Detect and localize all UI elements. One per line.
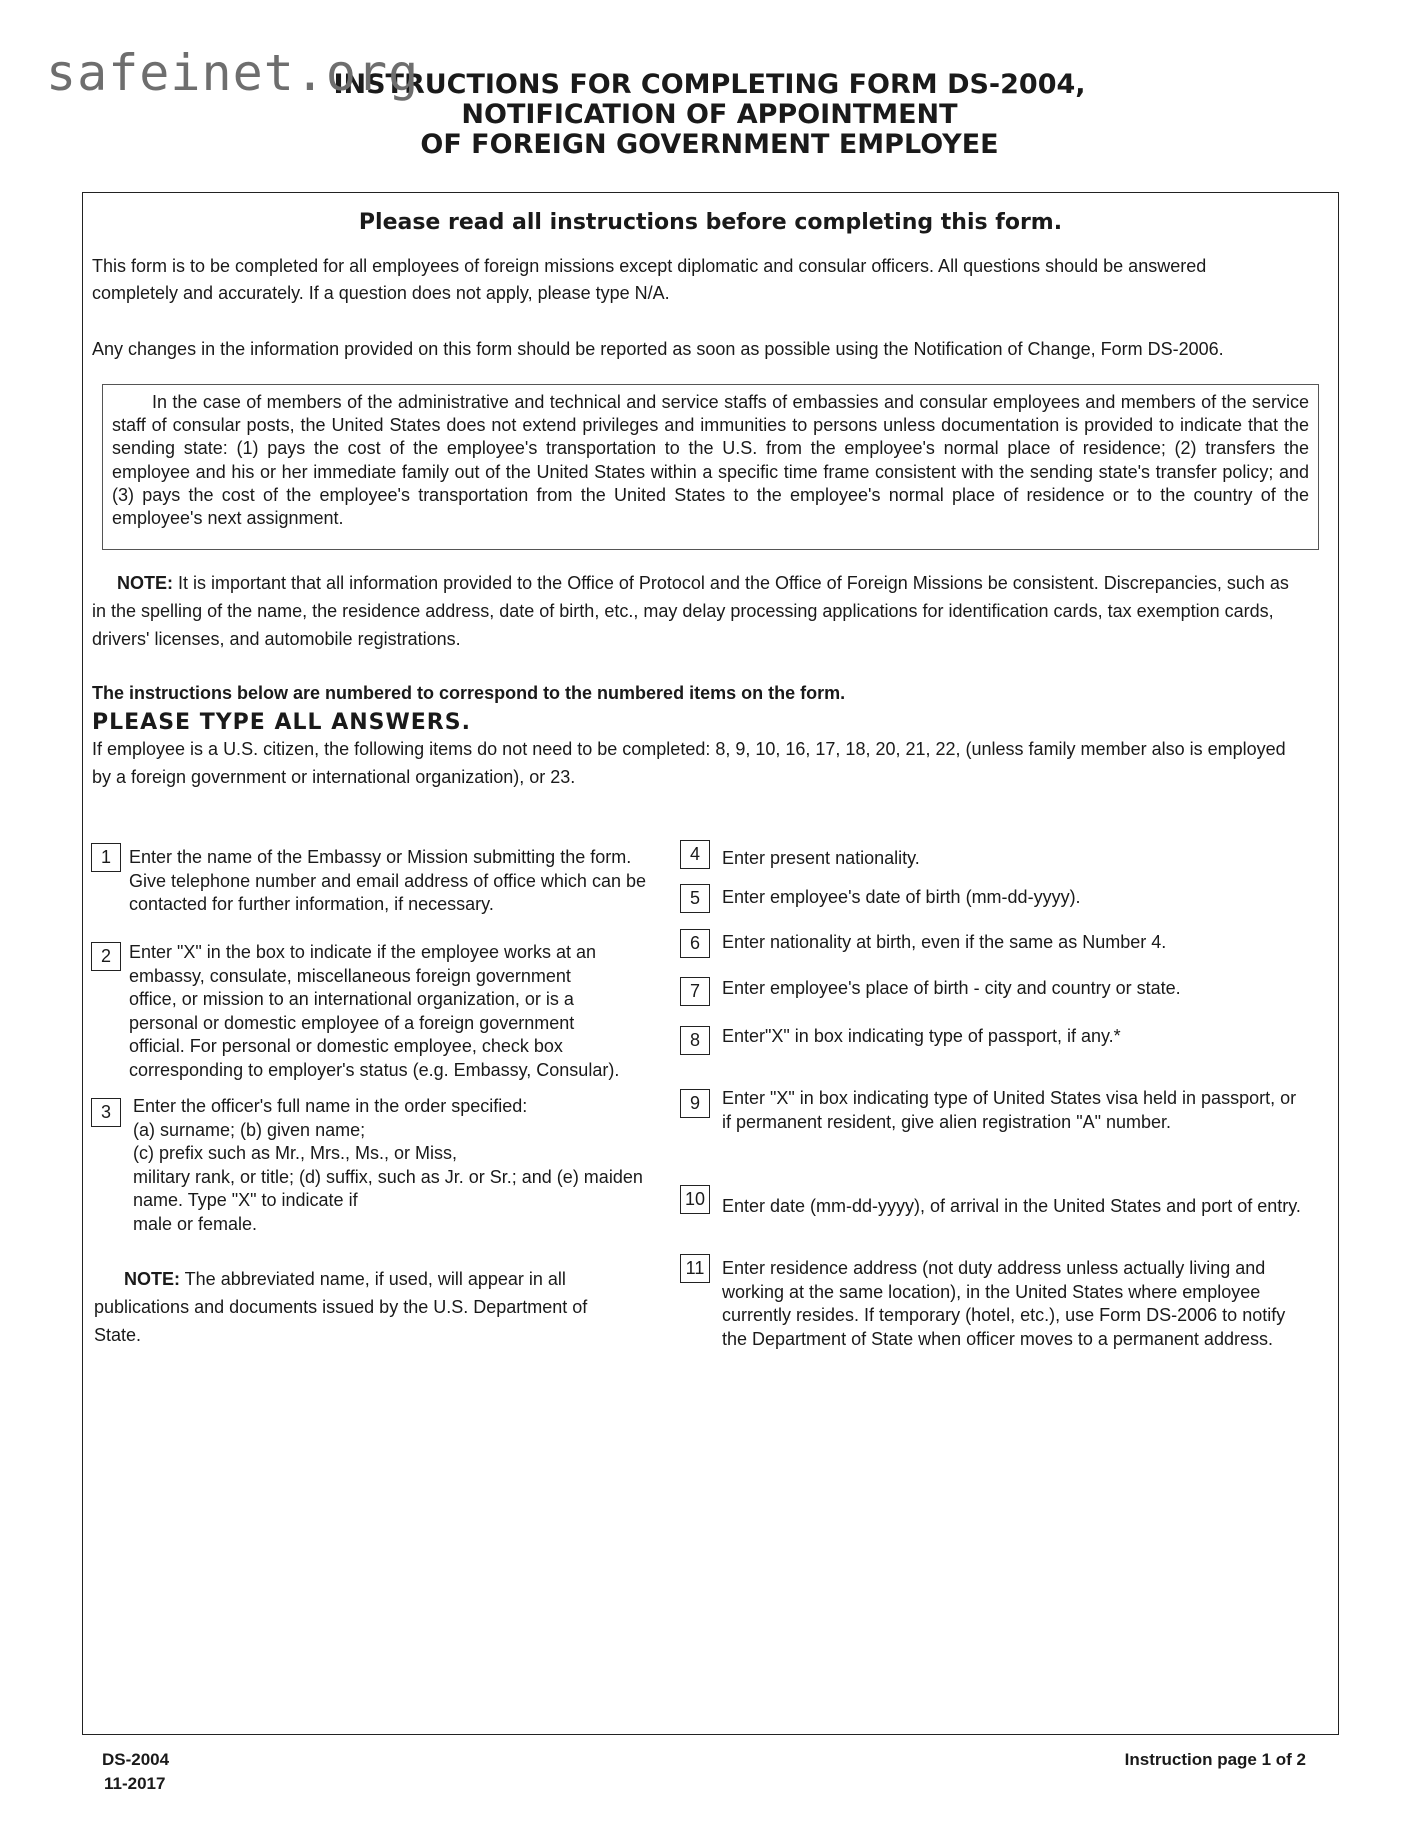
name-note-line-1: NOTE: The abbreviated name, if used, will appear in all: [124, 1269, 566, 1289]
item-text-9: Enter "X" in box indicating type of United States visa held in passport, or if permanent resident, give alien registration "A" number.: [722, 1088, 1297, 1132]
note-line-2: in the spelling of the name, the residence address, date of birth, etc., may delay processing applications for identification cards, tax exemption cards,: [92, 601, 1274, 621]
title-line-2: NOTIFICATION OF APPOINTMENT: [461, 99, 958, 130]
item-number-7: 7: [680, 977, 710, 1006]
title-line-1: INSTRUCTIONS FOR COMPLETING FORM DS-2004,: [333, 69, 1086, 100]
item-text-4: Enter present nationality.: [722, 848, 920, 868]
item-number-2: 2: [91, 942, 121, 971]
item-text-3: Enter the officer's full name in the order specified: (a) surname; (b) given name; (c) prefix such as Mr., Mrs., Ms., or Miss, military rank, or title; (d) suffix, such as Jr. or Sr.; and (e) maiden name. Type "X" to indicate if male or female.: [133, 1096, 643, 1234]
item-number-5: 5: [680, 884, 710, 913]
privileges-text: In the case of members of the administrative and technical and service staffs of embassies and consular employees and members of the service staff of consular posts, the United States does not extend privileges and immunities to persons unless documentation is provided to indicate that the sending state: (1) pays the cost of the employee's transportation to the U.S. from the employee's normal place of residence; (2) transfers the employee and his or her immediate family out of the United States within a specific time frame consistent with the sending state's transfer policy; and (3) pays the cost of the employee's transportation from the United States to the employee's normal place of residence or to the country of the employee's next assignment.: [112, 392, 1309, 529]
note-line-1: [92, 569, 1289, 597]
footer-form-date: 11-2017: [104, 1774, 166, 1793]
item-text-7: Enter employee's place of birth - city and country or state.: [722, 978, 1181, 998]
item-number-11: 11: [680, 1254, 710, 1283]
item-text-10: Enter date (mm-dd-yyyy), of arrival in the United States and port of entry.: [722, 1196, 1301, 1216]
item-number-8: 8: [680, 1026, 710, 1055]
item-text-1: Enter the name of the Embassy or Mission submitting the form. Give telephone number and email address of office which can be contacted for further information, if necessary.: [129, 847, 646, 914]
item-text-5: Enter employee's date of birth (mm-dd-yyyy).: [722, 887, 1081, 907]
item-number-10: 10: [680, 1185, 710, 1214]
item-text-11: Enter residence address (not duty address unless actually living and working at the same location), in the United States where employee currently resides. If temporary (hotel, etc.), use Form DS-2006 to notify the Department of State when officer moves to a permanent address.: [722, 1258, 1286, 1349]
name-note-line-3: State.: [94, 1325, 142, 1345]
section-heading: Please read all instructions before completing this form.: [358, 210, 1063, 235]
name-note-label: NOTE:: [124, 1269, 180, 1289]
footer-form-number: DS-2004: [102, 1750, 170, 1769]
intro-line-1: This form is to be completed for all employees of foreign missions except diplomatic and consular officers. All questions should be answered: [92, 256, 1207, 276]
item-text-8: Enter"X" in box indicating type of passport, if any.*: [722, 1026, 1121, 1046]
name-note-line-2: publications and documents issued by the U.S. Department of: [94, 1297, 588, 1317]
item-number-9: 9: [680, 1089, 710, 1118]
item-number-3: 3: [91, 1098, 121, 1127]
note-text-1: It is important that all information provided to the Office of Protocol and the Office of Foreign Missions be consistent. Discrepancies, such as: [173, 573, 1289, 593]
watermark: safeinet.org: [46, 44, 420, 102]
note-line-3: drivers' licenses, and automobile registrations.: [92, 629, 461, 649]
us-citizen-line-1: If employee is a U.S. citizen, the following items do not need to be completed: 8, 9, 10, 16, 17, 18, 20, 21, 22, (unless family member also is employed: [92, 739, 1286, 759]
title-line-3: OF FOREIGN GOVERNMENT EMPLOYEE: [420, 129, 999, 160]
item-text-6: Enter nationality at birth, even if the same as Number 4.: [722, 932, 1167, 952]
item-number-4: 4: [680, 840, 710, 869]
privileges-box: [102, 384, 1319, 550]
item-text-2: Enter "X" in the box to indicate if the employee works at an embassy, consulate, miscellaneous foreign government office, or mission to an international organization, or is a personal or domestic employee of a foreign government official. For personal or domestic employee, check box corresponding to employer's status (e.g. Embassy, Consular).: [129, 942, 620, 1080]
note-label: NOTE:: [117, 573, 173, 593]
changes-text: Any changes in the information provided on this form should be reported as soon as possible using the Notification of Change, Form DS-2006.: [92, 339, 1224, 359]
item-number-6: 6: [680, 929, 710, 958]
intro-line-2: completely and accurately. If a question does not apply, please type N/A.: [92, 283, 670, 303]
footer-page-number: Instruction page 1 of 2: [1124, 1750, 1306, 1769]
item-number-1: 1: [91, 843, 121, 872]
instructions-intro: The instructions below are numbered to correspond to the numbered items on the form.: [92, 683, 846, 703]
please-type-heading: PLEASE TYPE ALL ANSWERS.: [92, 710, 471, 735]
us-citizen-line-2: by a foreign government or international organization), or 23.: [92, 767, 576, 787]
